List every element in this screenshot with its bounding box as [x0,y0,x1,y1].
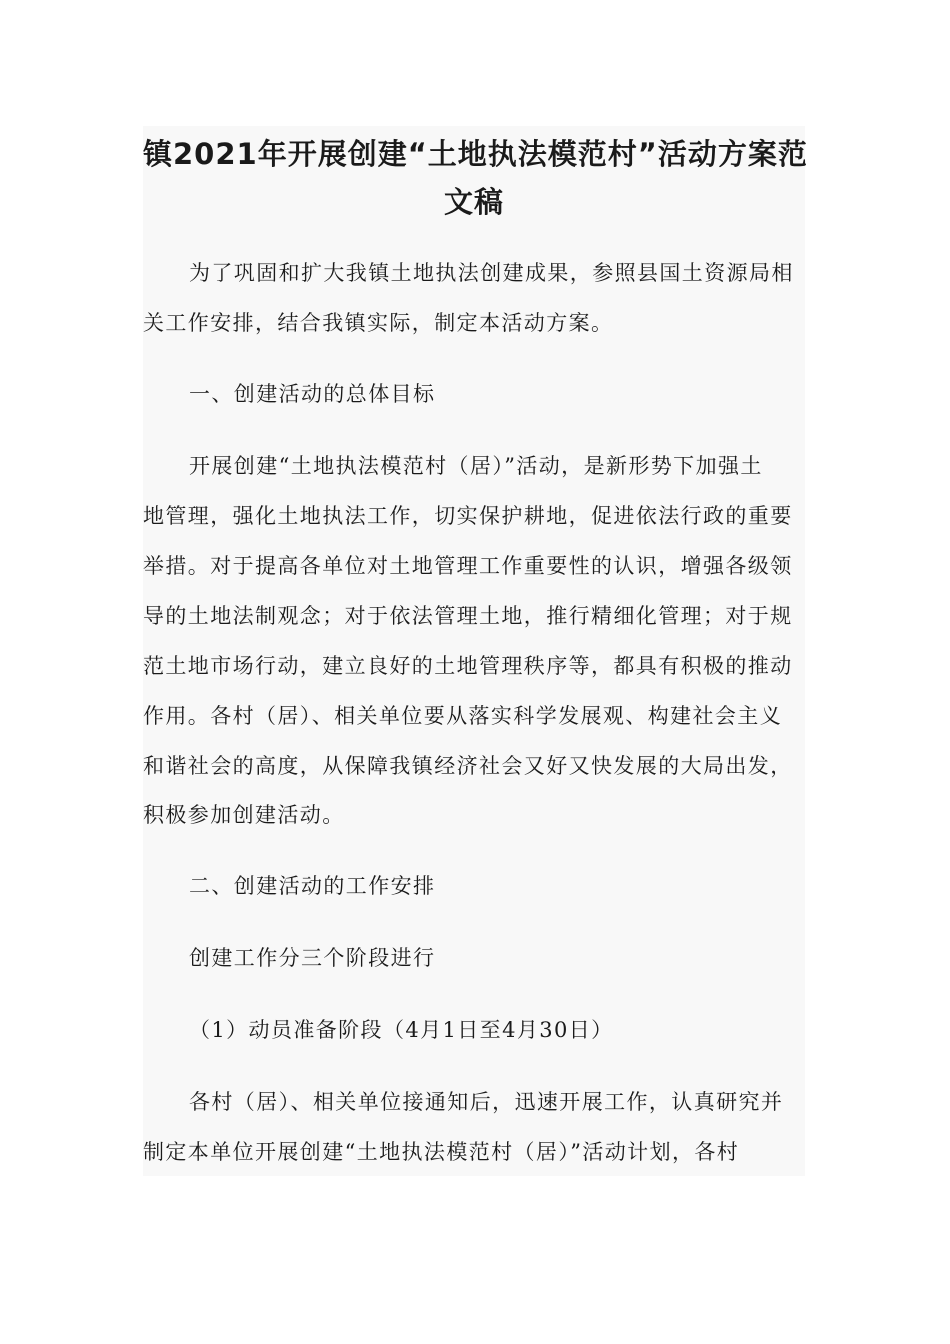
document-title-line-1: 镇2021年开展创建“土地执法模范村”活动方案范 [143,137,808,171]
paragraph-line: 开展创建“土地执法模范村（居）”活动，是新形势下加强土 [189,454,763,478]
paragraph-line: 作用。各村（居）、相关单位要从落实科学发展观、构建社会主义 [143,704,783,728]
paragraph-line: 制定本单位开展创建“土地执法模范村（居）”活动计划，各村 [143,1140,740,1164]
paragraph-line: 为了巩固和扩大我镇土地执法创建成果，参照县国土资源局相 [189,261,794,285]
paragraph-line: 积极参加创建活动。 [143,803,345,827]
document-title-line-2: 文稿 [443,185,504,219]
paragraph-line: 举措。对于提高各单位对土地管理工作重要性的认识，增强各级领 [143,554,793,578]
subsection-heading: （1）动员准备阶段（4月1日至4月30日） [189,1018,614,1042]
paragraph-line: 地管理，强化土地执法工作，切实保护耕地，促进依法行政的重要 [143,504,793,528]
paragraph-line: 关工作安排，结合我镇实际，制定本活动方案。 [143,311,614,335]
paragraph-line: 和谐社会的高度，从保障我镇经济社会又好又快发展的大局出发， [143,754,793,778]
paragraph-line: 创建工作分三个阶段进行 [189,946,436,970]
section-heading: 一、创建活动的总体目标 [189,382,436,406]
paragraph-line: 各村（居）、相关单位接通知后，迅速开展工作，认真研究并 [189,1090,784,1114]
paragraph-line: 导的土地法制观念；对于依法管理土地，推行精细化管理；对于规 [143,604,793,628]
paragraph-line: 范土地市场行动，建立良好的土地管理秩序等，都具有积极的推动 [143,654,793,678]
section-heading: 二、创建活动的工作安排 [189,874,436,898]
